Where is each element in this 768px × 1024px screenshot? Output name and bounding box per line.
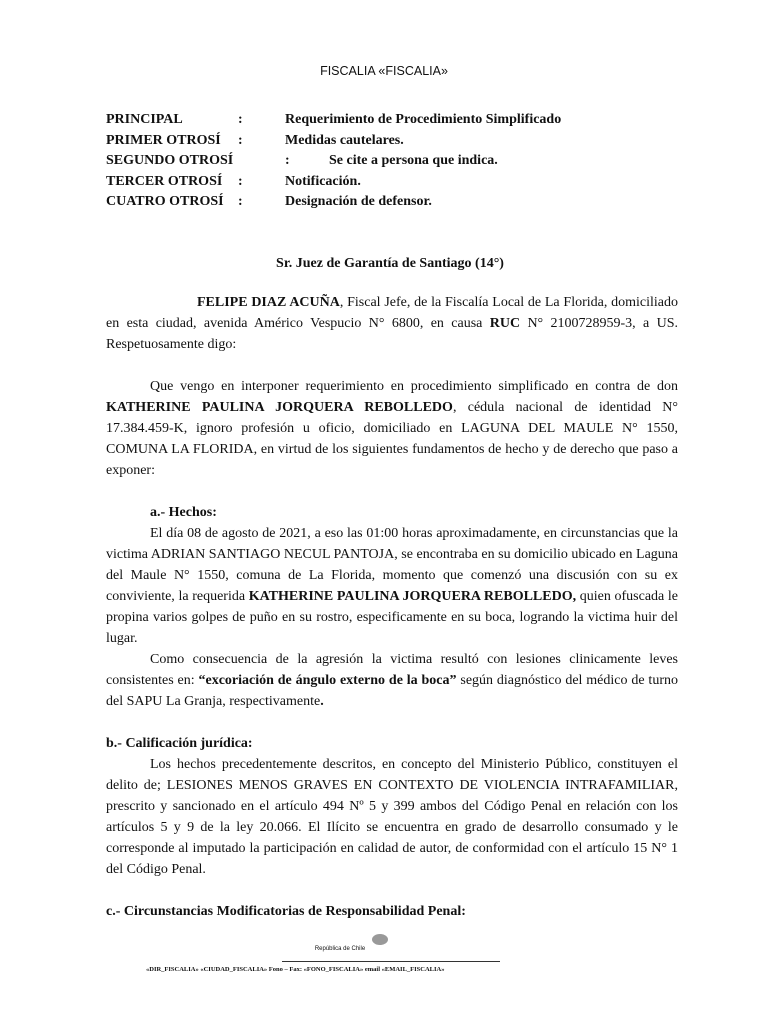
calificacion-heading: b.- Calificación jurídica: [106,736,253,751]
footer-address: «DIR_FISCALIA» «CIUDAD_FISCALIA» Fono – Fax: «FONO_FISCALIA» email «EMAIL_FISCALIA» [146,966,445,973]
lesiones-text: Como consecuencia de la agresión la victima resultó con lesiones clinicamente leves consistentes en: [106,652,678,688]
document-body [106,292,678,922]
imputada-name: KATHERINE PAULINA JORQUERA REBOLLEDO [106,400,453,415]
footer-divider [282,961,500,962]
ruc-label: RUC [489,316,521,331]
otrosi-row-segundo [106,151,686,172]
otrosi-value: Designación de defensor. [285,194,432,209]
hechos-paragraph-2 [106,649,678,712]
republica-seal-icon [372,934,388,945]
otrosi-colon: : [285,153,290,168]
otrosi-label: PRIMER OTROSÍ [106,132,221,148]
otrosi-label: PRINCIPAL [106,112,183,127]
hechos-heading: a.- Hechos: [150,505,217,520]
hechos-text-2: quien ofuscada le propina varios golpes de puño en su rostro, especificamente en su boca, logrando la victima huir del lugar. [106,589,678,646]
otrosi-row-principal [106,110,686,131]
document-title: Sr. Juez de Garantía de Santiago (14°) [276,256,504,271]
otrosi-row-cuatro [106,192,686,213]
otrosi-colon: : [238,132,243,148]
otrosi-value: Se cite a persona que indica. [329,153,498,168]
otrosi-value: Medidas cautelares. [285,132,404,148]
otrosi-label: CUATRO OTROSÍ [106,194,224,209]
requerimiento-text-2: , cédula nacional de identidad N° 17.384.459-K, ignoro profesión u oficio, domiciliado en LAGUNA DEL MAULE N° 1550, COMUNA LA FLORIDA, en virtud de los siguientes fundamentos de hecho y de derecho que paso a exponer: [106,400,678,478]
otrosi-value: Notificación. [285,173,361,189]
diagnostico-quote: “excoriación de ángulo externo de la boca” [198,673,457,688]
otrosi-colon: : [238,112,243,127]
hechos-paragraph-1 [106,523,678,649]
republica-label: República de Chile [314,946,366,952]
intro-text-2: N° 2100728959-3, a US. Respetuosamente digo: [106,316,679,352]
otrosi-row-primer [106,131,686,152]
requerimiento-text: Que vengo en interponer requerimiento en procedimiento simplificado en contra de don [150,379,678,394]
circunstancias-heading: c.- Circunstancias Modificatorias de Responsabilidad Penal: [106,904,466,919]
fiscal-name: FELIPE DIAZ ACUÑA [197,295,340,310]
otrosi-list [106,110,686,213]
otrosi-label: SEGUNDO OTROSÍ [106,153,234,168]
intro-paragraph [106,292,678,355]
hechos-text: El día 08 de agosto de 2021, a eso las 01:00 horas aproximadamente, en circunstancias que la victima ADRIAN SANTIAGO NECUL PANTOJA, se encontraba en su domicilio ubicado en Laguna del Maule N° 1550, comuna de La Florida, momento que comenzó una discusión con su ex conviviente, la requerida [106,526,678,604]
requerida-name: KATHERINE PAULINA JORQUERA REBOLLEDO, [248,589,577,604]
requerimiento-paragraph [106,376,678,481]
otrosi-value: Requerimiento de Procedimiento Simplificado [285,112,562,127]
intro-text: , Fiscal Jefe, de la Fiscalía Local de La Florida, domiciliado en esta ciudad, avenida Américo Vespucio N° 6800, en causa [106,295,678,331]
otrosi-label: TERCER OTROSÍ [106,173,223,189]
calificacion-paragraph: Los hechos precedentemente descritos, en concepto del Ministerio Público, constituyen el delito de; LESIONES MENOS GRAVES EN CONTEXTO DE VIOLENCIA INTRAFAMILIAR, prescrito y sancionado en el artículo 494 Nº 5 y 399 ambos del Código Penal en relación con los artículos 5 y 9 de la ley 20.066. El Ilícito se encuentra en grado de desarrollo consumado y le corresponde al imputado la participación en calidad de autor, de conformidad con el artículo 15 N° 1 del Código Penal. [106,757,678,877]
lesiones-period: . [320,694,324,709]
otrosi-row-tercer [106,172,686,193]
fiscalia-header: FISCALIA «FISCALIA» [320,64,448,78]
otrosi-colon: : [238,173,243,189]
lesiones-text-2: según diagnóstico del médico de turno del SAPU La Granja, respectivamente [106,673,678,709]
otrosi-colon: : [238,194,243,209]
